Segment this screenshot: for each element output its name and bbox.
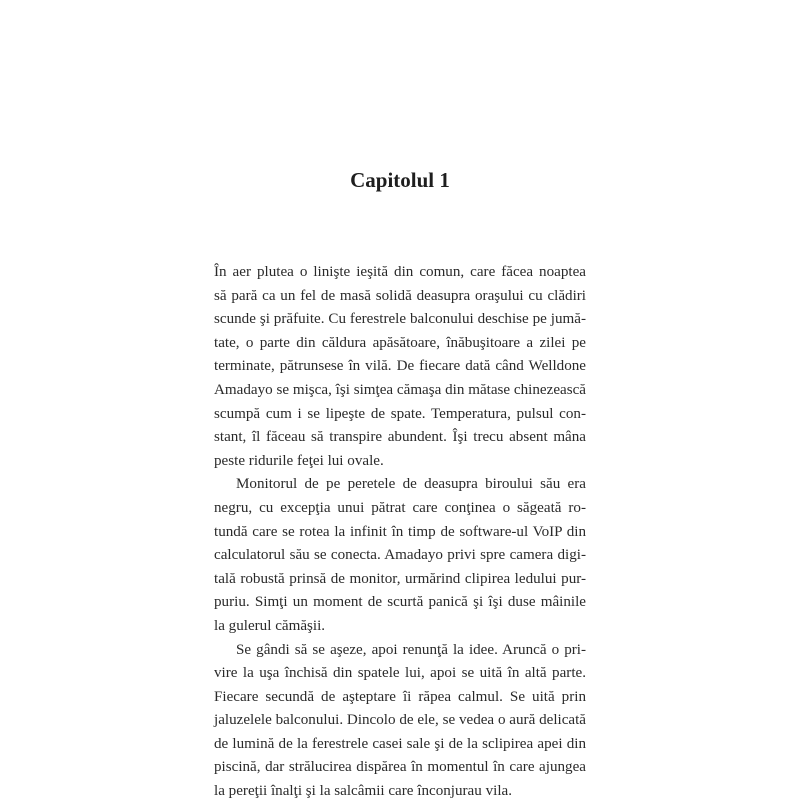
text-line: calculatorul său se conecta. Amadayo privi spre camera digi-: [214, 547, 586, 564]
text-line: stant, îl făceau să transpire abundent. Îşi trecu absent mâna: [214, 429, 586, 446]
text-line: negru, cu excepţia unui pătrat care conţinea o săgeată ro-: [214, 499, 586, 516]
text-line: tate, o parte din căldura apăsătoare, înăbuşitoare a zilei pe: [214, 334, 586, 351]
text-line: tundă care se rotea la infinit în timp de software-ul VoIP din: [214, 523, 586, 540]
text-line: peste ridurile feţei lui ovale.: [214, 452, 384, 469]
text-line: piscină, dar strălucirea dispărea în momentul în care ajungea: [214, 759, 586, 776]
text-line: jaluzelele balconului. Dincolo de ele, se vedea o aură delicată: [214, 712, 586, 729]
text-line: la pereţii înalţi şi la salcâmii care înconjurau vila.: [214, 783, 512, 800]
text-line: puriu. Simţi un moment de scurtă panică şi îşi duse mâinile: [214, 594, 586, 611]
paragraph: [214, 639, 586, 804]
text-line: terminate, pătrunsese în vilă. De fiecare dată când Welldone: [214, 358, 586, 375]
chapter-title: Capitolul 1: [350, 168, 450, 192]
text-line: scunde şi prăfuite. Cu ferestrele balconului deschise pe jumă-: [214, 311, 586, 328]
text-line: Se gândi să se aşeze, apoi renunţă la idee. Aruncă o pri-: [236, 641, 586, 658]
paragraph: [214, 473, 586, 638]
text-line: Monitorul de pe peretele de deasupra biroului său era: [236, 476, 586, 493]
text-line: Amadayo se mişca, îşi simţea cămaşa din mătase chinezească: [214, 381, 586, 398]
chapter-body: [214, 261, 586, 804]
text-line: de lumină de la ferestrele casei sale şi de la sclipirea apei din: [214, 735, 586, 752]
text-line: să pară ca un fel de masă solidă deasupra oraşului cu clădiri: [214, 287, 586, 304]
text-line: scumpă cum i se lipeşte de spate. Temperatura, pulsul con-: [214, 405, 586, 422]
text-line: tală robustă prinsă de monitor, urmărind clipirea ledului pur-: [214, 570, 586, 587]
text-line: Fiecare secundă de aşteptare îi răpea calmul. Se uită prin: [214, 688, 586, 705]
text-line: În aer plutea o linişte ieşită din comun, care făcea noaptea: [214, 264, 586, 280]
paragraph: [214, 261, 586, 473]
text-line: vire la uşa închisă din spatele lui, apoi se uită în altă parte.: [214, 665, 586, 682]
text-line: la gulerul cămăşii.: [214, 617, 326, 634]
